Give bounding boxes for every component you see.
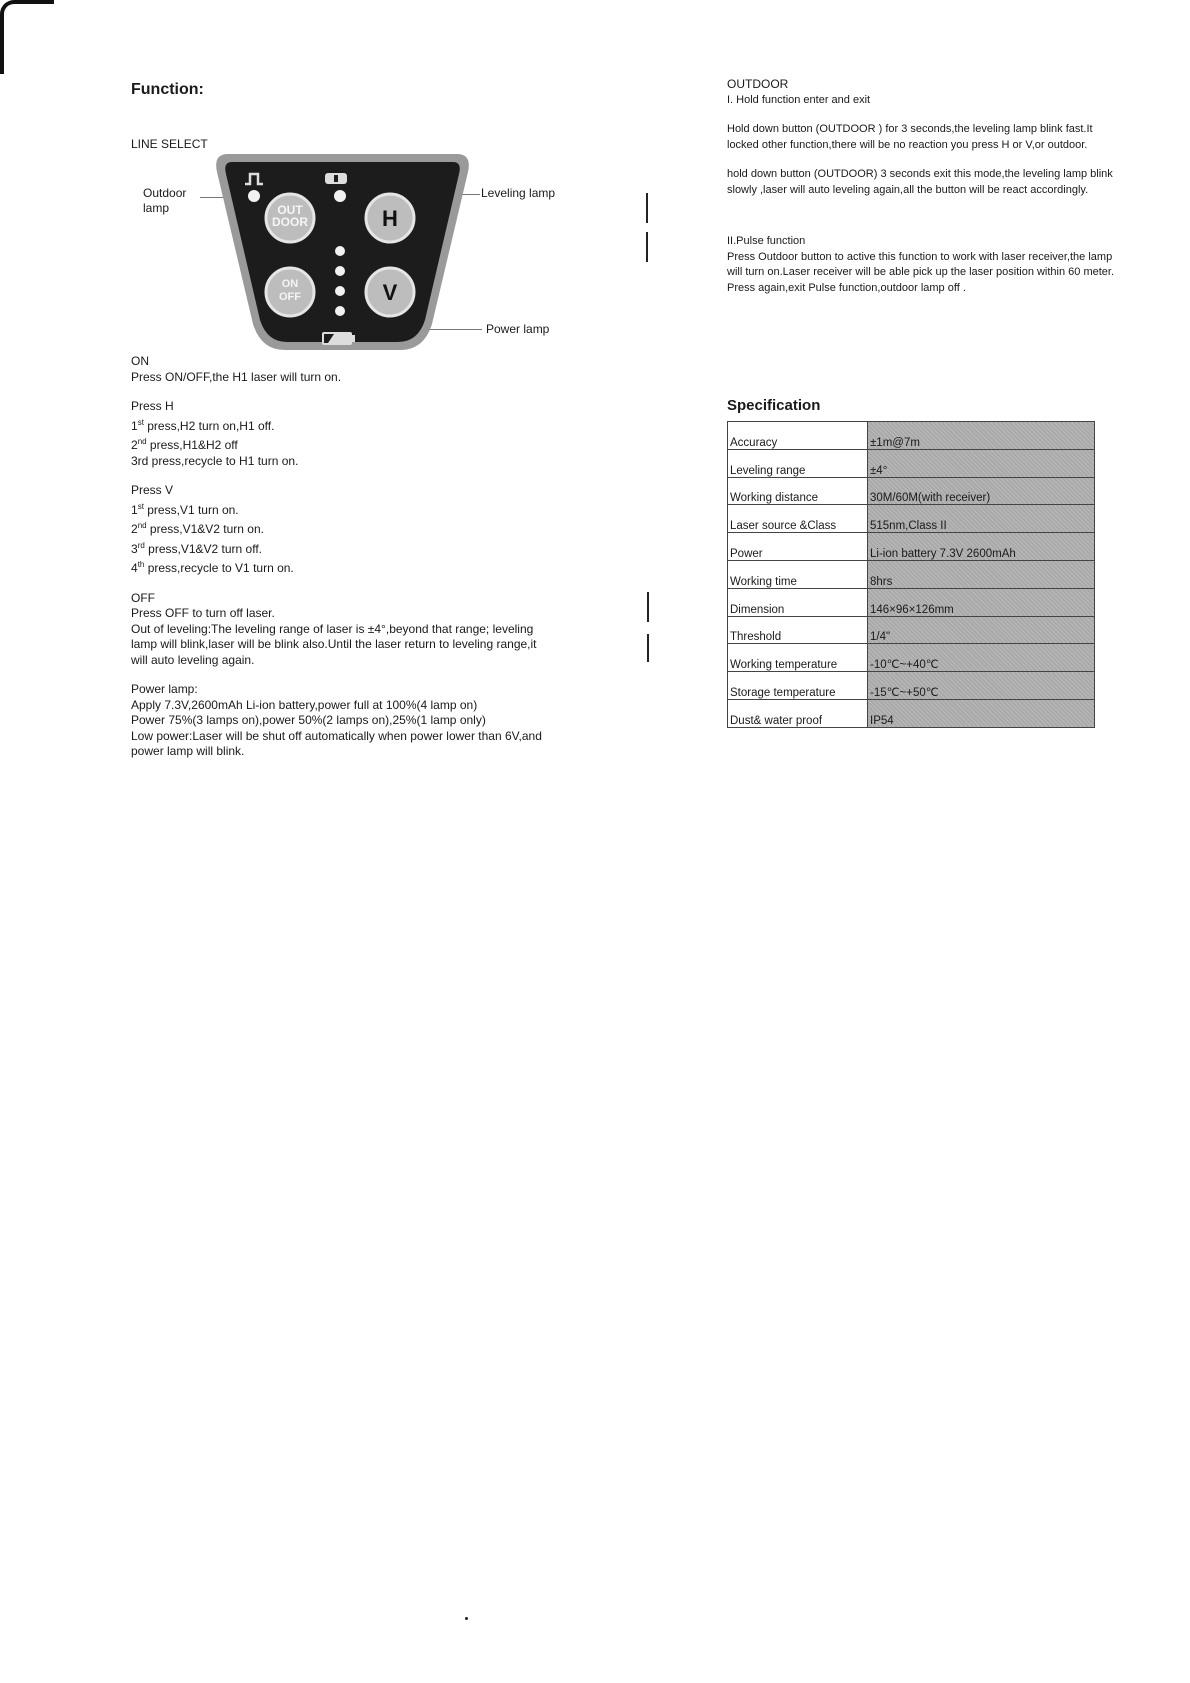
specification-table — [727, 421, 1095, 728]
fold-mark — [646, 193, 648, 223]
pulse-section: II.Pulse function Press Outdoor button to active this function to work with laser receiver,the lamp will turn on.Laser receiver will be able pick up the laser position within 60 meter. Press again,exit Pulse function,outdoor lamp off . — [727, 235, 1115, 294]
function-title: Function: — [131, 81, 204, 98]
specification-title: Specification — [727, 397, 821, 414]
page-corner-mark — [0, 0, 54, 74]
table-row: Threshold 1/4" — [728, 616, 1095, 644]
table-row: Storage temperature -15℃~+50℃ — [728, 672, 1095, 700]
table-row: Working distance 30M/60M(with receiver) — [728, 477, 1095, 505]
control-panel — [210, 154, 475, 352]
press-v-section: Press V 1st press,V1 turn on. 2nd press,V1&V2 turn on. 3rd press,V1&V2 turn off. 4th press,recycle to V1 turn on. — [131, 483, 294, 575]
off-section: OFF Press OFF to turn off laser. Out of leveling:The leveling range of laser is ±4°,beyond that range; leveling lamp will blink,laser will be blink also.Until the laser return to leveling range,it will auto leveling again. — [131, 590, 537, 667]
table-row: Accuracy ±1m@7m — [728, 422, 1095, 450]
power-lamp-section: Power lamp: Apply 7.3V,2600mAh Li-ion battery,power full at 100%(4 lamp on) Power 75%(3 lamps on),power 50%(2 lamps on),25%(1 lamp only) Low power:Laser will be shut off automatically when power lower than 6V,and power lamp will blink. — [131, 682, 542, 758]
fold-mark — [646, 232, 648, 262]
outdoor-button[interactable]: OUT DOOR — [272, 203, 308, 229]
outdoor-section: OUTDOOR I. Hold function enter and exit Hold down button (OUTDOOR ) for 3 seconds,the leveling lamp blink fast.It locked other function,there will be no reaction you press H or V,or outdoor. hold down button (OUTDOOR) 3 seconds exit this mode,the leveling lamp blink slowly ,laser will auto leveling again,all the button will be react accordingly. — [727, 77, 1113, 196]
control-panel-graphic — [210, 154, 475, 352]
fold-mark — [647, 634, 649, 662]
table-row: Dimension 146×96×126mm — [728, 588, 1095, 616]
on-section: ON Press ON/OFF,the H1 laser will turn on. — [131, 354, 342, 384]
on-off-button[interactable]: ON OFF — [279, 278, 301, 303]
v-button[interactable]: V — [382, 280, 398, 305]
press-h-section: Press H 1st press,H2 turn on,H1 off. 2nd press,H1&H2 off 3rd press,recycle to H1 turn on. — [131, 399, 299, 468]
h-button[interactable]: H — [382, 206, 398, 231]
line-select-label: LINE SELECT — [131, 137, 208, 151]
table-row: Leveling range ±4° — [728, 449, 1095, 477]
leveling-lamp-label: Leveling lamp — [481, 186, 556, 200]
table-row: Working time 8hrs — [728, 560, 1095, 588]
table-row: Dust& water proof IP54 — [728, 699, 1095, 727]
table-row: Laser source &Class 515nm,Class II — [728, 505, 1095, 533]
table-row: Working temperature -10℃~+40℃ — [728, 644, 1095, 672]
fold-mark — [647, 592, 649, 622]
left-text-column — [131, 354, 551, 774]
outdoor-lamp-label: Outdoor lamp — [143, 186, 187, 215]
power-lamp-label: Power lamp — [486, 322, 550, 336]
table-row: Power Li-ion battery 7.3V 2600mAh — [728, 533, 1095, 561]
speck — [465, 1617, 468, 1620]
